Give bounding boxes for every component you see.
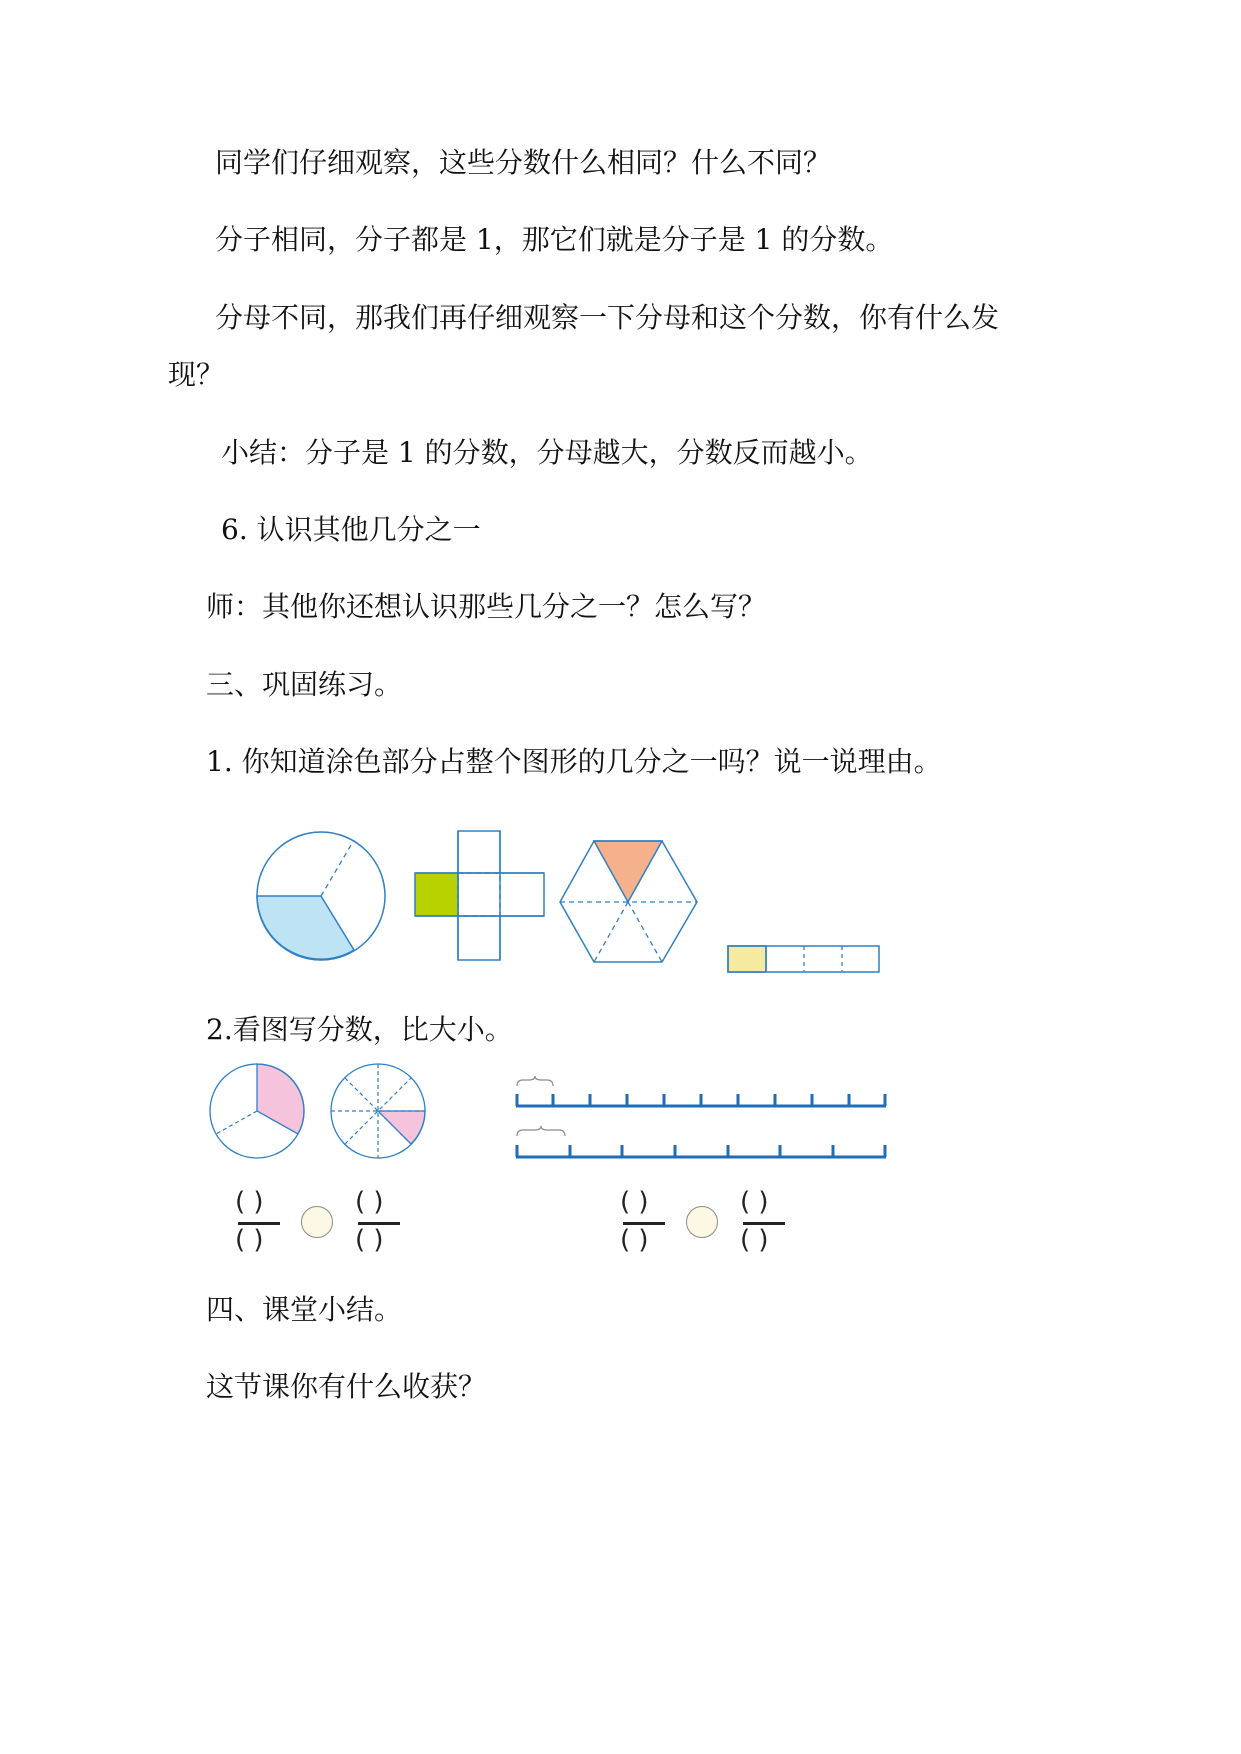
circle-b-figure [331, 1064, 425, 1158]
ruler-a-figure [516, 1076, 886, 1106]
exercise2-prompt: 2.看图写分数，比大小。 [206, 1013, 513, 1046]
exercise1-prompt: 1. 你知道涂色部分占整个图形的几分之一吗？说一说理由。 [206, 745, 942, 778]
compare-circle-left[interactable] [301, 1206, 333, 1238]
blank-right-b-denominator[interactable]: ( ) [740, 1225, 769, 1255]
paragraph-observe: 同学们仔细观察，这些分数什么相同？什么不同？ [215, 146, 832, 179]
blank-left-a-denominator[interactable]: ( ) [235, 1225, 264, 1255]
blank-left-b-denominator[interactable]: ( ) [355, 1225, 384, 1255]
compare-circle-right[interactable] [686, 1206, 718, 1238]
paragraph-summary: 小结：分子是 1 的分数，分母越大，分数反而越小。 [221, 436, 873, 469]
heading-practice: 三、巩固练习。 [206, 668, 403, 701]
ruler-b-figure [516, 1126, 886, 1157]
paragraph-denominator-a: 分母不同，那我们再仔细观察一下分母和这个分数，你有什么发 [215, 301, 1000, 334]
blank-left-b-numerator[interactable]: ( ) [355, 1187, 384, 1217]
paragraph-denominator-b: 现？ [168, 358, 225, 391]
circle-a-figure [210, 1064, 304, 1158]
blank-left-a-numerator[interactable]: ( ) [235, 1187, 264, 1217]
paragraph-teacher: 师：其他你还想认识那些几分之一？怎么写？ [206, 590, 767, 623]
paragraph-harvest: 这节课你有什么收获？ [206, 1370, 487, 1403]
blank-right-a-numerator[interactable]: ( ) [620, 1187, 649, 1217]
blank-right-a-denominator[interactable]: ( ) [620, 1225, 649, 1255]
heading-summary: 四、课堂小结。 [206, 1293, 403, 1326]
blank-right-b-numerator[interactable]: ( ) [740, 1187, 769, 1217]
paragraph-numerator: 分子相同，分子都是 1，那它们就是分子是 1 的分数。 [215, 223, 894, 256]
paragraph-step6: 6. 认识其他几分之一 [221, 513, 481, 546]
